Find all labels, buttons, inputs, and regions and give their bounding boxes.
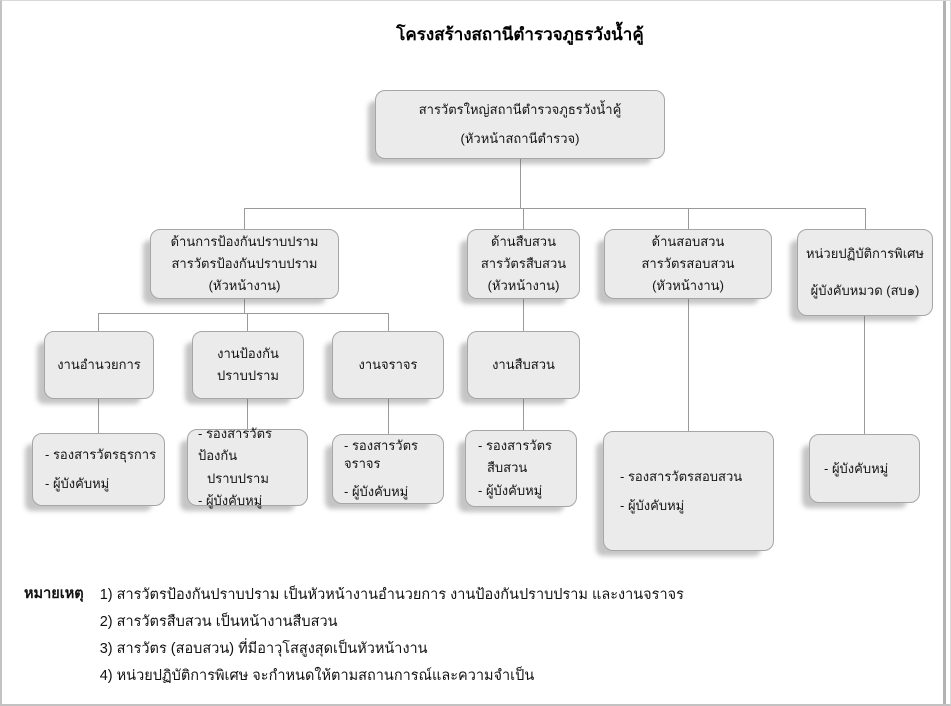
org-box-special-ops-unit — [797, 229, 933, 316]
org-box-prevention-staff — [187, 426, 308, 508]
notes-block — [24, 582, 924, 690]
connector-level3-horizontal — [98, 313, 389, 314]
org-box-line: - ผู้บังคับหมู่ — [824, 460, 889, 476]
org-box-line: ปราบปราม — [207, 470, 269, 486]
org-box-line: - ผู้บังคับหมู่ — [45, 476, 110, 491]
org-box-line: - รองสารวัตร — [478, 438, 553, 454]
notes-items — [100, 582, 684, 690]
org-box-chief-line: สารวัตรใหญ่สถานีตำรวจภูธรวังน้ำคู้ — [418, 102, 622, 118]
org-box-line: - ผู้บังคับหมู่ — [620, 497, 685, 513]
org-box-line: ด้านสืบสวน — [491, 233, 556, 249]
org-box-line: (หัวหน้างาน) — [487, 278, 560, 294]
page-right-border — [943, 1, 946, 706]
org-box-line: - รองสารวัตรป้องกัน — [198, 426, 273, 464]
connector-drop-special-ops — [865, 208, 866, 229]
org-box-line: ผู้บังคับหมวด (สบ๑) — [810, 283, 920, 298]
org-box-line: - ผู้บังคับหมู่ — [198, 492, 263, 508]
connector-prevention-down — [244, 299, 245, 313]
org-box-chief — [375, 90, 665, 159]
org-box-line: (หัวหน้างาน) — [652, 278, 724, 294]
org-box-line: งานป้องกัน — [217, 345, 279, 361]
org-box-line: งานอำนวยการ — [57, 357, 141, 373]
connector-drop-admin-section — [98, 313, 99, 331]
org-box-interrogation-division — [604, 229, 772, 299]
page-title: โครงสร้างสถานีตำรวจภูธรวังน้ำคู้ — [396, 25, 644, 44]
connector-drop-interrogation — [688, 208, 689, 229]
connector-drop-traffic-section — [388, 313, 389, 331]
org-box-line: สารวัตรป้องกันปราบปราม — [171, 255, 318, 271]
org-box-line: งานจราจร — [358, 357, 418, 373]
connector-interrogation-down — [688, 299, 689, 431]
org-box-line: - ผู้บังคับหมู่ — [344, 484, 409, 500]
connector-special-ops-down — [864, 316, 865, 434]
org-box-investigation-staff — [465, 430, 577, 507]
connector-admin-section-down — [98, 399, 99, 433]
org-box-prevention-section — [192, 331, 304, 399]
org-box-chief-line: (หัวหน้าสถานีตำรวจ) — [460, 131, 580, 146]
org-box-line: ปราบปราม — [217, 368, 279, 383]
org-box-line: สืบสวน — [487, 460, 528, 476]
note-item: 2) สารวัตรสืบสวน เป็นหน้างานสืบสวน — [99, 614, 338, 630]
note-item: 4) หน่วยปฏิบัติการพิเศษ จะกำหนดให้ตามสถานการณ์และความจำเป็น — [99, 668, 535, 684]
org-box-admin-staff — [32, 433, 165, 506]
org-box-line: ด้านสอบสวน — [651, 233, 725, 249]
org-box-line: - รองสารวัตรจราจร — [344, 438, 419, 471]
org-box-line: สารวัตรสืบสวน — [480, 255, 567, 271]
connector-chief-down — [520, 159, 521, 208]
org-box-prevention-division — [150, 229, 339, 299]
connector-traffic-section-down — [388, 399, 389, 434]
org-box-special-ops-staff — [809, 434, 920, 503]
notes-label: หมายเหตุ — [24, 586, 84, 602]
org-box-line: สารวัตรสอบสวน — [641, 255, 735, 271]
org-box-line: - รองสารวัตรสอบสวน — [620, 468, 743, 484]
org-box-line: หน่วยปฏิบัติการพิเศษ — [805, 246, 925, 262]
org-box-line: ด้านการป้องกันปราบปราม — [170, 233, 319, 249]
connector-drop-prevention-section — [247, 313, 248, 331]
org-box-line: งานสืบสวน — [492, 357, 555, 373]
connector-drop-investigation — [523, 208, 524, 229]
org-box-investigation-division — [467, 229, 580, 299]
org-box-traffic-section — [332, 331, 444, 399]
org-box-line: - รองสารวัตรธุรการ — [45, 447, 157, 463]
note-item: 1) สารวัตรป้องกันปราบปราม เป็นหัวหน้างานอำนวยการ งานป้องกันปราบปราม และงานจราจร — [99, 587, 684, 603]
connector-investigation-down — [523, 299, 524, 331]
connector-investigation-section-down — [523, 399, 524, 430]
org-box-line: - ผู้บังคับหมู่ — [478, 482, 543, 498]
org-box-traffic-staff — [332, 434, 444, 504]
connector-level2-horizontal — [244, 208, 865, 209]
org-box-interrogation-staff — [603, 431, 774, 551]
org-box-investigation-section — [467, 331, 580, 399]
note-item: 3) สารวัตร (สอบสวน) ที่มีอาวุโสสูงสุดเป็นหัวหน้างาน — [99, 641, 428, 657]
connector-drop-prevention — [244, 208, 245, 229]
org-box-admin-section — [44, 331, 154, 399]
org-box-line: (หัวหน้างาน) — [208, 278, 281, 294]
